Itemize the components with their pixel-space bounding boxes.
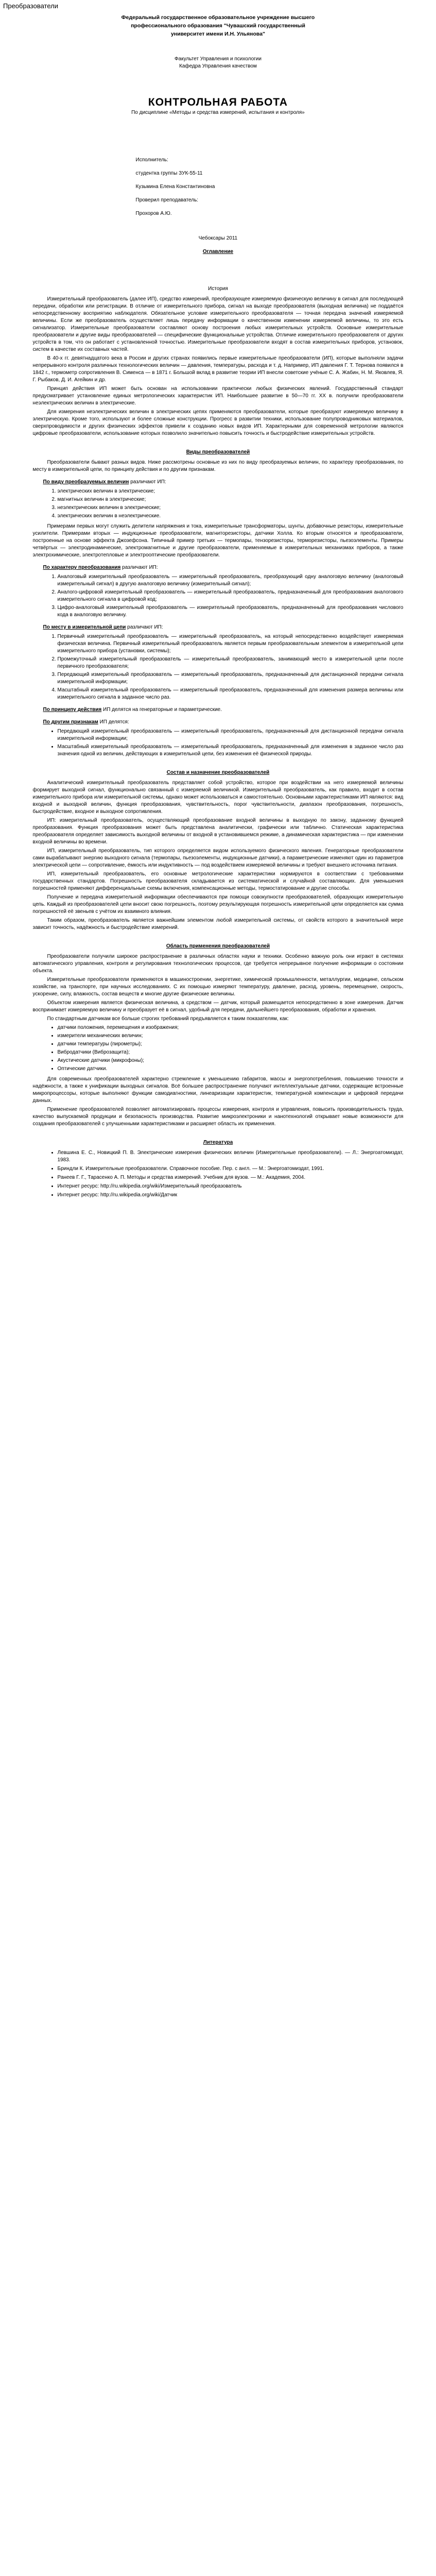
signer-line: Прохоров А.Ю. bbox=[135, 211, 172, 216]
signer-line: студентка группы ЗУК-55-11 bbox=[135, 171, 203, 176]
history-paragraph: Измерительный преобразователь (далее ИП), средство измерений, преобразующее измеряемую физическую величину в сигнал для последующей передачи, обработки или регистрации. В отличие от измерительного прибора, сигнал на выходе преобразователя (выходная величина) не поддаётся непосредственному восприятию наблюдателя. Обязательное условие измерительного преобразователя — точная передача значений измеряемой величины. Если же преобразователь осуществляет лишь передачу информации о качественном изменении измеряемой величины, то это есть сигнализатор. Измерительные преобразователи составляют основу построения любых измерительных устройств. Основные измерительные преобразователи и другие виды преобразователей — специфические функциональные устройства. Отличие измерительного преобразователя от других устройств в том, что он работает с установленной точностью. Измерительные преобразователи входят в состав измерительных приборов, установок, систем в качестве их составных частей. bbox=[32, 296, 404, 352]
list-item: 3. Передающий измерительный преобразователь — измерительный преобразователь, предназначенный для дистанционной передачи сигнала измерительной информации; bbox=[58, 671, 404, 686]
document-sheet bbox=[33, 13, 404, 1199]
list-item: 4. Масштабный измерительный преобразователь — измерительный преобразователь, предназначенный для изменения размера величины или измерительного сигнала в заданное число раз. bbox=[58, 687, 404, 701]
signer-line: Исполнитель: bbox=[135, 157, 168, 163]
page-title: Преобразователи bbox=[3, 2, 58, 10]
header-line-1: Федеральный государственное образовательное учреждение высшего bbox=[121, 14, 315, 21]
application-paragraph: Применение преобразователей позволяет автоматизировать процессы измерения, контроля и управления, повысить производительность труда, качество выпускаемой продукции и безопасность производства. Развитие микроэлектроники и нанотехнологий открывает новые возможности для создания преобразователей с улучшенными характеристиками и расширяет область их применения. bbox=[32, 1107, 404, 1127]
history-paragraph: В 40-х гг. девятнадцатого века в России и других странах появились первые измерительные преобразователи (ИП), которые выполняли задачи непрерывного контроля различных технологических величин — давления, температуры, расхода и т. д. Например, ИП давления Г. Т. Тернова появился в 1842 г., термометр сопротивления В. Сименса — в 1871 г. Большой вклад в развитие теории ИП внесли советские учёные С. А. Жабин, Н. М. Яковлев, Я. Г. Рыбаков, Д. И. Агейкин и др. bbox=[32, 355, 404, 383]
reference-item[interactable]: • Интернет ресурс: http://ru.wikipedia.org/wiki/Измерительный преобразователь bbox=[58, 1183, 404, 1190]
history-paragraph: Принцип действия ИП может быть основан на использовании практически любых физических явлений. Государственный стандарт предусматривает установление единых метрологических характеристик ИП. Наибольшее развитие в 50—70 гг. XX в. получили преобразователи неэлектрических величин в электрические. bbox=[32, 386, 404, 406]
application-paragraph: Для современных преобразователей характерно стремление к уменьшению габаритов, массы и энергопотребления, повышению точности и надёжности, а также к унификации выходных сигналов. Всё большее распространение получают интеллектуальные датчики, содержащие встроенные микропроцессоры, которые выполняют функции самодиагностики, линеаризации характеристик, температурной компенсации и цифровой передачи данных. bbox=[32, 1076, 404, 1104]
header-line-2: профессионального образования "Чувашский государственный bbox=[131, 23, 305, 29]
characteristics-heading: Состав и назначение преобразователей bbox=[166, 770, 270, 775]
list-item: 1. Первичный измерительный преобразователь — измерительный преобразователь, на который непосредственно воздействует измеряемая физическая величина. Первичный измерительный преобразователь является первым преобразовательным элементом в измерительной цепи измерительного прибора (установки, системы); bbox=[58, 633, 404, 655]
list-item: • Оптические датчики. bbox=[58, 1065, 404, 1073]
list-item: • Передающий измерительный преобразователь — измерительный преобразователь, предназначенный для дистанционной передачи сигнала измерительной информации; bbox=[58, 728, 404, 742]
list-item: 2. магнитных величин в электрические; bbox=[58, 496, 404, 503]
subject-line: По дисциплине «Методы и средства измерений, испытания и контроля» bbox=[131, 110, 305, 115]
by-nature-heading bbox=[43, 564, 404, 571]
list-item: 2. Промежуточный измерительный преобразователь — измерительный преобразователь, занимающий место в измерительной цепи после первичного преобразователя; bbox=[58, 656, 404, 670]
reference-item: • Левшина Е. С., Новицкий П. В. Электрические измерения физических величин (Измерительные преобразователи). — Л.: Энергоатомиздат, 1983. bbox=[58, 1149, 404, 1164]
by-place-label: По месту в измерительной цепи bbox=[43, 624, 126, 630]
characteristics-paragraph: Аналитический измерительный преобразователь представляет собой устройство, которое при воздействии на него измеряемой величины формирует выходной сигнал, функционально связанный с измеряемой величиной. Измерительный преобразователь, как правило, входит в состав измерительного прибора или измерительной системы, однако может использоваться и самостоятельно. Основными характеристиками ИП являются: вид входной и выходной величин, функция преобразования, чувствительность, порог чувствительности, диапазон преобразования, погрешность, быстродействие, входное и выходное сопротивления. bbox=[32, 780, 404, 815]
examples-paragraph: Примерами первых могут служить делители напряжения и тока, измерительные трансформаторы, шунты, добавочные резисторы, измерительные усилители. Примерами вторых — индукционные преобразователи, магниторезисторы, датчики Холла. Ко вторым относятся и преобразователи, построенные на основе эффекта Джозефсона. Типичный пример третьих — термопары, тензорезисторы, терморезисторы, пьезоэлементы. Примеры четвёртых — электродинамические, электромагнитные и другие преобразователи, применяемые в измерительных механизмах приборов, а также электрохимические, электротепловые и электрооптические преобразователи. bbox=[32, 523, 404, 558]
list-item: • Акустические датчики (микрофоны); bbox=[58, 1057, 404, 1064]
by-place-suffix: различают ИП: bbox=[127, 624, 163, 630]
history-heading: История bbox=[208, 286, 228, 292]
list-item: 2. Аналого-цифровой измерительный преобразователь — измерительный преобразователь, предназначенный для преобразования аналогового измерительного сигнала в цифровой код; bbox=[58, 589, 404, 603]
by-principle-text: ИП делятся на генераторные и параметрические. bbox=[103, 707, 222, 713]
types-heading: Виды преобразователей bbox=[186, 449, 250, 455]
reference-item[interactable]: • Интернет ресурс: http://ru.wikipedia.org/wiki/Датчик bbox=[58, 1192, 404, 1199]
references-heading: Литература bbox=[203, 1140, 233, 1145]
by-value-suffix: различают ИП: bbox=[130, 479, 166, 485]
signers-block bbox=[136, 154, 404, 221]
by-nature-suffix: различают ИП: bbox=[122, 565, 158, 570]
list-item: • датчики температуры (пирометры); bbox=[58, 1041, 404, 1048]
city-year: Чебоксары 2011 bbox=[198, 235, 238, 241]
characteristics-paragraph: Получение и передача измерительной информации обеспечиваются при помощи совокупности преобразователей, образующих измерительную цепь. Каждый из преобразователей цепи вносит свою погрешность, поэтому результирующая погрешность измерительной цепи определяется как сумма погрешностей её звеньев с учётом их взаимного влияния. bbox=[32, 894, 404, 914]
application-paragraph: По стандартным датчикам все больше строгих требований предъявляется к таким показателям, как: bbox=[47, 1016, 289, 1022]
list-item: • измерители механических величин; bbox=[58, 1032, 404, 1040]
list-item: 3. неэлектрических величин в электрические; bbox=[58, 504, 404, 512]
characteristics-paragraph: ИП, измерительный преобразователь, его основные метрологические характеристики нормируются в соответствии с требованиями государственных стандартов. Погрешность преобразователя складывается из систематической и случайной составляющих. Для уменьшения погрешностей применяют дифференциальные схемы включения, компенсационные методы, термостатирование и другие способы. bbox=[32, 871, 404, 891]
by-other-text: ИП делятся: bbox=[99, 719, 129, 725]
by-principle-label: По принципу действия bbox=[43, 707, 102, 713]
by-other-label: По другим признакам bbox=[43, 719, 98, 725]
faculty-name: Факультет Управления и психологии bbox=[175, 56, 261, 62]
by-nature-label: По характеру преобразования bbox=[43, 565, 121, 570]
characteristics-paragraph: ИП: измерительный преобразователь, осуществляющий преобразование входной величины в выходную по закону, заданному функцией преобразования. Функция преобразования может быть представлена аналитически, графически или таблично. Статическая характеристика преобразователя определяет зависимость выходной величины от входной в установившемся режиме, а динамическая характеристика — при изменении входной величины во времени. bbox=[32, 818, 404, 845]
list-item: 3. Цифро-аналоговый измерительный преобразователь — измерительный преобразователь, предназначенный для преобразования числового кода в аналоговую величину. bbox=[58, 604, 404, 619]
characteristics-paragraph: Таким образом, преобразователь является важнейшим элементом любой измерительной системы, от свойств которого в значительной мере зависит точность, надёжность и быстродействие измерений. bbox=[32, 918, 404, 930]
characteristics-paragraph: ИП, измерительный преобразователь, тип которого определяется видом используемого физического явления. Генераторные преобразователи сами вырабатывают энергию выходного сигнала (термопары, пьезоэлементы, индукционные датчики), а параметрические изменяют один из параметров электрической цепи — сопротивление, ёмкость или индуктивность — под воздействием измеряемой величины и требуют внешнего источника питания. bbox=[32, 848, 404, 868]
signer-line: Кузьмина Елена Константиновна bbox=[135, 184, 215, 190]
list-item: 1. электрических величин в электрические; bbox=[58, 488, 404, 495]
by-principle-heading bbox=[43, 706, 404, 714]
application-paragraph: Объектом измерения является физическая величина, а средством — датчик, который размещается непосредственно в зоне измерения. Датчик воспринимает измеряемую величину и преобразует её в сигнал, удобный для передачи, дальнейшего преобразования, обработки и хранения. bbox=[32, 1000, 404, 1013]
by-value-heading bbox=[43, 479, 404, 486]
types-intro: Преобразователи бывают разных видов. Ниже рассмотрены основные из них по виду преобразуемых величин, по характеру преобразования, по месту в измерительной цепи, по принципу действия и по другим признакам. bbox=[32, 460, 404, 472]
reference-item: • Ранеев Г. Г., Тарасенко А. П. Методы и средства измерений. Учебник для вузов. — М.: Академия, 2004. bbox=[58, 1174, 404, 1181]
department-name: Кафедра Управления качеством bbox=[179, 63, 257, 69]
by-place-heading bbox=[43, 624, 404, 631]
document-title: КОНТРОЛЬНАЯ РАБОТА bbox=[148, 96, 288, 108]
application-heading: Область применения преобразователей bbox=[166, 943, 270, 949]
history-paragraph: Для измерения неэлектрических величин в электрических цепях применяются преобразователи, которые преобразуют измеряемую величину в электрическую. Кроме того, используют и более сложные конструкции. Прогресс в развитии техники, использование полупроводниковых материалов, сверхпроводимости и других физических эффектов привели к созданию новых видов ИП. Характерными для современной метрологии являются цифровые преобразователи, использование которых позволило значительно повысить точность и быстродействие измерительных устройств. bbox=[32, 409, 404, 436]
reference-item: • Бриндли К. Измерительные преобразователи. Справочное пособие. Пер. с англ. — М.: Энергоатомиздат, 1991. bbox=[58, 1165, 404, 1173]
list-item: 4. электрических величин в неэлектрические. bbox=[58, 513, 404, 520]
by-other-heading bbox=[43, 719, 404, 726]
signer-line: Проверил преподаватель: bbox=[135, 197, 199, 203]
application-paragraph: Преобразователи получили широкое распространение в различных областях науки и техники. Особенно важную роль они играют в системах автоматического управления, контроля и регулирования технологических процессов, где требуется непрерывное получение информации о состоянии объекта. bbox=[32, 954, 404, 974]
by-value-label: По виду преобразуемых величин bbox=[43, 479, 129, 485]
list-item: • датчики положения, перемещения и изображения; bbox=[58, 1024, 404, 1031]
list-item: 1. Аналоговый измерительный преобразователь — измерительный преобразователь, преобразующий одну аналоговую величину (аналоговый измерительный сигнал) в другую аналоговую величину (измерительный сигнал); bbox=[58, 573, 404, 588]
list-item: • Вибродатчики (Виброзащита); bbox=[58, 1049, 404, 1056]
application-paragraph: Измерительные преобразователи применяются в машиностроении, энергетике, химической промышленности, металлургии, медицине, сельском хозяйстве, на транспорте, при научных исследованиях. С их помощью измеряют температуру, давление, расход, уровень, перемещение, скорость, ускорение, силу, влажность, состав веществ и многие другие физические величины. bbox=[32, 977, 404, 997]
toc-heading: Оглавление bbox=[202, 249, 234, 255]
list-item: • Масштабный измерительный преобразователь — измерительный преобразователь, предназначенный для изменения в заданное число раз значения одной из величин, действующих в измерительной цепи, без изменения её физической природы. bbox=[58, 743, 404, 758]
header-line-3: университет имени И.Н. Ульянова" bbox=[170, 31, 266, 37]
